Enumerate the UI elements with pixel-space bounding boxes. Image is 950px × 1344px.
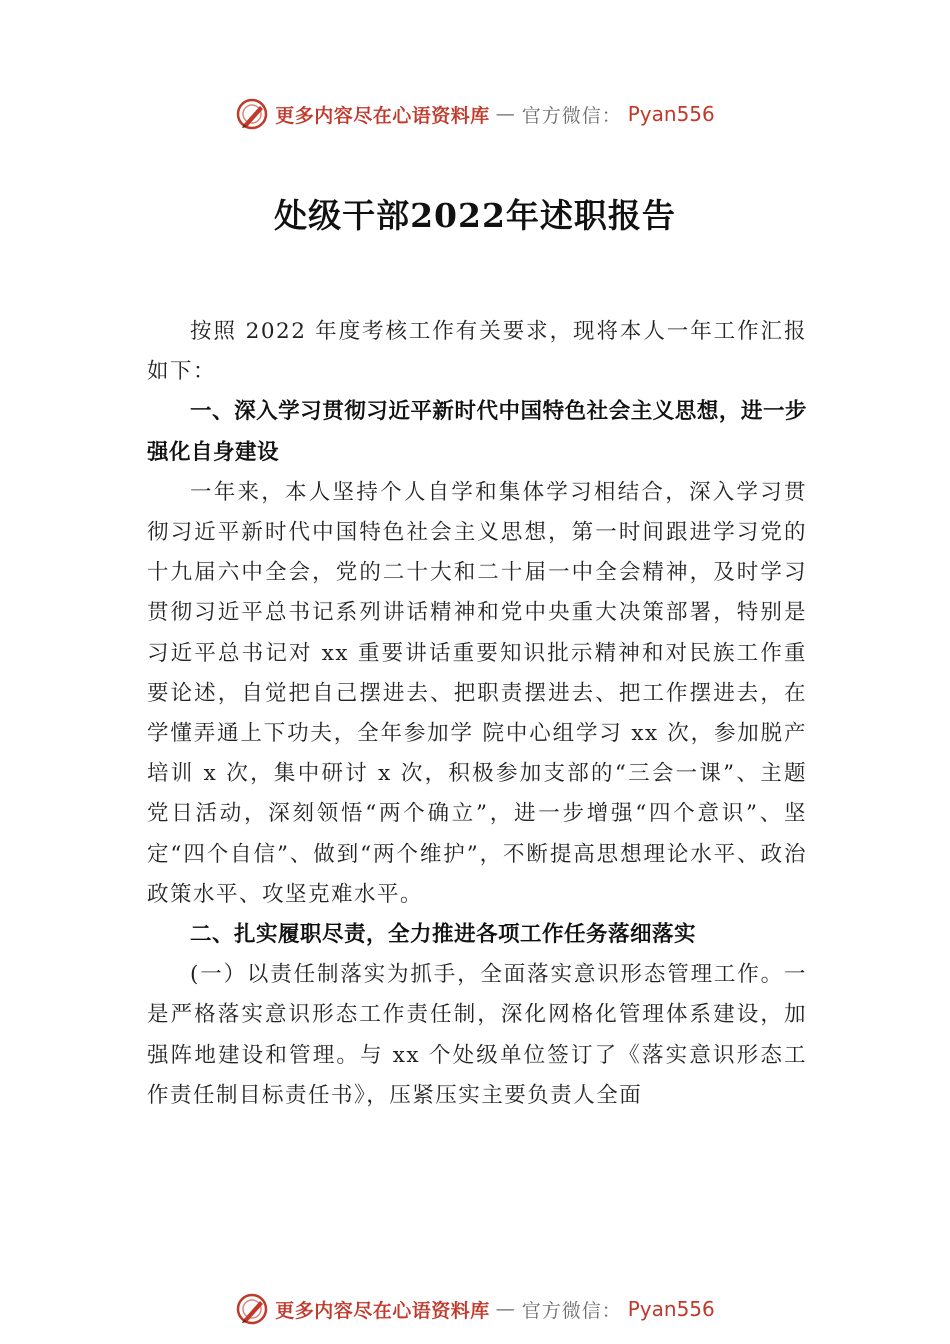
pen-logo-icon: [235, 1292, 269, 1326]
watermark-wechat-id: Pyan556: [627, 1297, 715, 1321]
watermark-main-text: 更多内容尽在心语资料库: [275, 1299, 490, 1322]
watermark-dash: —: [495, 103, 516, 125]
watermark-wechat-label: 官方微信：: [521, 1299, 622, 1322]
watermark-footer: [0, 1289, 950, 1329]
page-title: 处级干部2022年述职报告: [274, 196, 676, 235]
watermark-dash: —: [495, 1298, 516, 1320]
paragraph-study: 一年来，本人坚持个人自学和集体学习相结合，深入学习贯彻习近平新时代中国特色社会主义思想，第一时间跟进学习党的十九届六中全会，党的二十大和二十届一中全会精神，及时学习贯彻习近平总书记系列讲话精神和党中央重大决策部署，特别是习近平总书记对 xx 重要讲话重要知识批示精神和对民族工作重要论述，自觉把自己摆进去、把职责摆进去、把工作摆进去，在学懂弄通上下功夫，全年参加学 院中心组学习 xx 次，参加脱产培训 x 次，集中研讨 x 次，积极参加支部的“三会一课”、主题党日活动，深刻领悟“两个确立”，进一步增强“四个意识”、坚定“四个自信”、做到“两个维护”，不断提高思想理论水平、政治政策水平、攻坚克难水平。: [147, 479, 807, 907]
pen-logo-icon: [235, 97, 269, 131]
watermark-wechat-label: 官方微信：: [521, 104, 622, 127]
paragraph-intro: 按照 2022 年度考核工作有关要求，现将本人一年工作汇报如下：: [147, 319, 807, 385]
section-heading-2: 二、扎实履职尽责，全力推进各项工作任务落细落实: [190, 922, 697, 948]
watermark-header: [0, 94, 950, 134]
watermark-wechat-id: Pyan556: [627, 102, 715, 126]
watermark-main-text: 更多内容尽在心语资料库: [275, 104, 490, 127]
document-body: [147, 312, 807, 1116]
paragraph-responsibility: (一）以责任制落实为抓手，全面落实意识形态管理工作。一是严格落实意识形态工作责任制，深化网格化管理体系建设，加强阵地建设和管理。与 xx 个处级单位签订了《落实意识形态工作责任制目标责任书》，压紧压实主要负责人全面: [147, 962, 807, 1108]
section-heading-1: 一、深入学习贯彻习近平新时代中国特色社会主义思想，进一步强化自身建设: [147, 399, 807, 465]
